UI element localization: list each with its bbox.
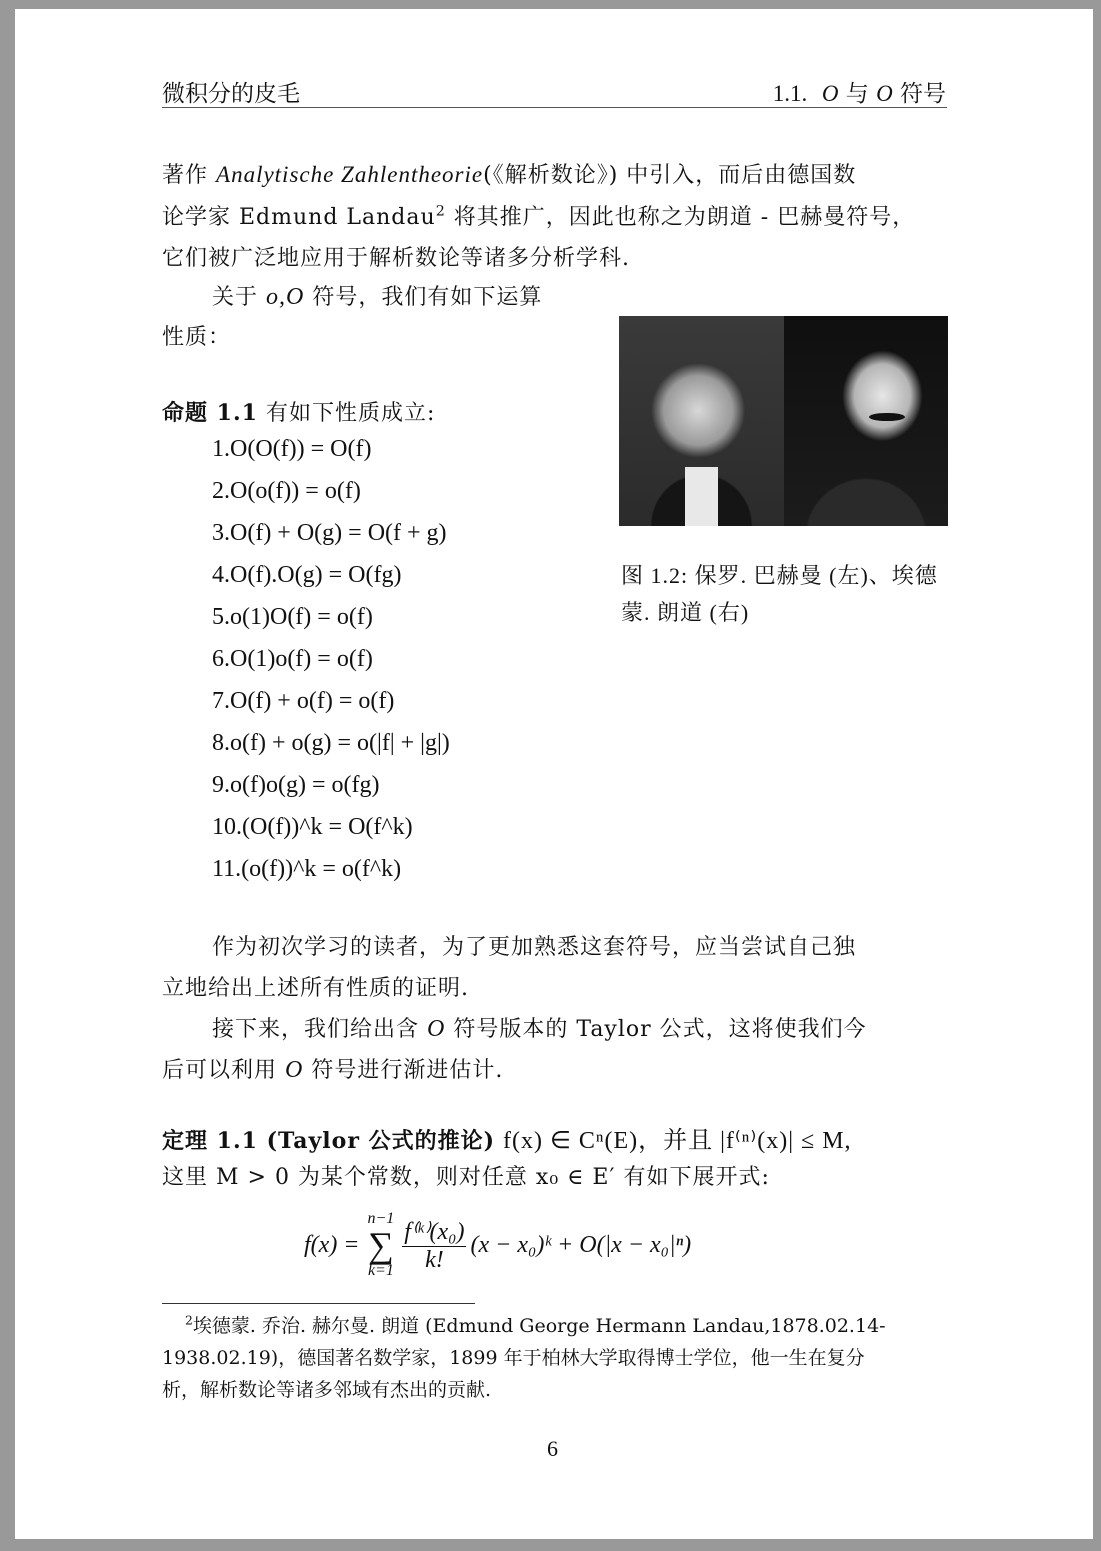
- text: 符号，我们有如下运算: [312, 285, 543, 310]
- header-conj: 与: [845, 81, 869, 107]
- sum-lower-limit: k=1: [367, 1262, 394, 1279]
- portrait-bachmann: [619, 316, 784, 526]
- sigma-icon: ∑: [368, 1225, 394, 1265]
- property-10: 10.(O(f))^k = O(f^k): [212, 814, 413, 840]
- mustache: [869, 413, 905, 421]
- intro-line-2: [162, 200, 915, 231]
- text: 著作: [162, 163, 209, 188]
- taylor-formula: [304, 1200, 691, 1290]
- fraction: [402, 1217, 466, 1274]
- running-header-right: [773, 75, 946, 108]
- property-3: 3.O(f) + O(g) = O(f + g): [212, 520, 447, 546]
- sum-upper-limit: n−1: [367, 1210, 395, 1227]
- para3-line-1: [212, 1012, 867, 1043]
- footnote-number: 2: [185, 1313, 193, 1328]
- book-title: Analytische Zahlentheorie: [216, 162, 484, 187]
- symbol-o: O: [876, 81, 893, 106]
- text: 符号版本的 Taylor 公式，这将使我们今: [453, 1017, 867, 1042]
- ops-intro-line-1: [212, 280, 542, 311]
- footnote-marker[interactable]: 2: [435, 203, 446, 220]
- property-11: 11.(o(f))^k = o(f^k): [212, 856, 402, 882]
- property-1: 1.O(O(f)) = O(f): [212, 436, 372, 462]
- theorem-condition: f(x) ∈ Cⁿ(E)，并且 |f⁽ⁿ⁾(x)| ≤ M,: [503, 1128, 852, 1154]
- text: 后可以利用: [162, 1058, 278, 1083]
- para2-line-2: 立地给出上述所有性质的证明.: [162, 976, 469, 1001]
- figure-photo: [619, 316, 948, 526]
- denominator: k!: [425, 1246, 444, 1273]
- property-2: 2.O(o(f)) = o(f): [212, 478, 361, 504]
- intro-line-1: [162, 158, 856, 189]
- portrait-landau: [784, 316, 949, 526]
- para2-line-1: 作为初次学习的读者，为了更加熟悉这套符号，应当尝试自己独: [212, 935, 857, 960]
- header-rule: [162, 107, 947, 108]
- proposition-label: 命题 1.1: [162, 400, 258, 426]
- running-header-left: 微积分的皮毛: [162, 81, 300, 107]
- page-number: 6: [547, 1436, 558, 1461]
- text: 接下来，我们给出含: [212, 1017, 420, 1042]
- intro-line-3: 它们被广泛地应用于解析数论等诸多分析学科.: [162, 246, 630, 271]
- symbol-o: O: [821, 81, 839, 106]
- ops-intro-line-2: 性质：: [162, 325, 232, 350]
- numerator: f⁽ᵏ⁾(x₀): [404, 1218, 465, 1245]
- para3-line-2: [162, 1053, 503, 1084]
- property-4: 4.O(f).O(g) = O(fg): [212, 562, 402, 588]
- shirt-front: [685, 467, 718, 526]
- text: (《解析数论》) 中引入，而后由德国数: [483, 163, 857, 188]
- document-page: [15, 9, 1093, 1539]
- symbol-o: O: [427, 1016, 446, 1042]
- text: 论学家 Edmund Landau: [162, 205, 436, 230]
- summation: [368, 1210, 395, 1280]
- property-8: 8.o(f) + o(g) = o(|f| + |g|): [212, 730, 450, 756]
- figure-caption-line-2: 蒙. 朗道 (右): [621, 600, 750, 625]
- proposition-heading: [162, 396, 435, 427]
- header-suffix: 符号: [900, 81, 946, 107]
- formula-rest: (x − x₀)ᵏ + O(|x − x₀|ⁿ): [470, 1231, 692, 1258]
- theorem-line-1: [162, 1120, 852, 1155]
- property-9: 9.o(f)o(g) = o(fg): [212, 772, 380, 798]
- text: 埃德蒙. 乔治. 赫尔曼. 朗道 (Edmund George Hermann Landau,1878.02.14-: [192, 1315, 886, 1337]
- proposition-statement: 有如下性质成立:: [265, 401, 436, 426]
- theorem-line-2: 这里 M > 0 为某个常数，则对任意 x₀ ∈ E′ 有如下展开式:: [162, 1165, 770, 1190]
- footnote-line-3: 析，解析数论等诸多邻域有杰出的贡献.: [162, 1379, 492, 1401]
- symbol-o: O: [285, 1057, 304, 1083]
- footnote-rule: [162, 1303, 475, 1304]
- footnote-line-1: [185, 1311, 886, 1338]
- theorem-label: 定理 1.1 (Taylor 公式的推论): [162, 1128, 495, 1154]
- footnote-line-2: 1938.02.19)，德国著名数学家，1899 年于柏林大学取得博士学位，他一生在复分: [162, 1347, 865, 1369]
- formula-lhs: f(x) =: [304, 1231, 360, 1258]
- section-number: 1.1.: [772, 81, 808, 106]
- symbols: o,O: [266, 284, 305, 310]
- figure-caption-line-1: 图 1.2: 保罗. 巴赫曼 (左)、埃德: [621, 563, 938, 588]
- property-7: 7.O(f) + o(f) = o(f): [212, 688, 395, 714]
- text: 将其推广，因此也称之为朗道 - 巴赫曼符号，: [445, 205, 916, 230]
- property-5: 5.o(1)O(f) = o(f): [212, 604, 373, 630]
- property-6: 6.O(1)o(f) = o(f): [212, 646, 373, 672]
- text: 符号进行渐进估计.: [311, 1058, 504, 1083]
- text: 关于: [212, 285, 259, 310]
